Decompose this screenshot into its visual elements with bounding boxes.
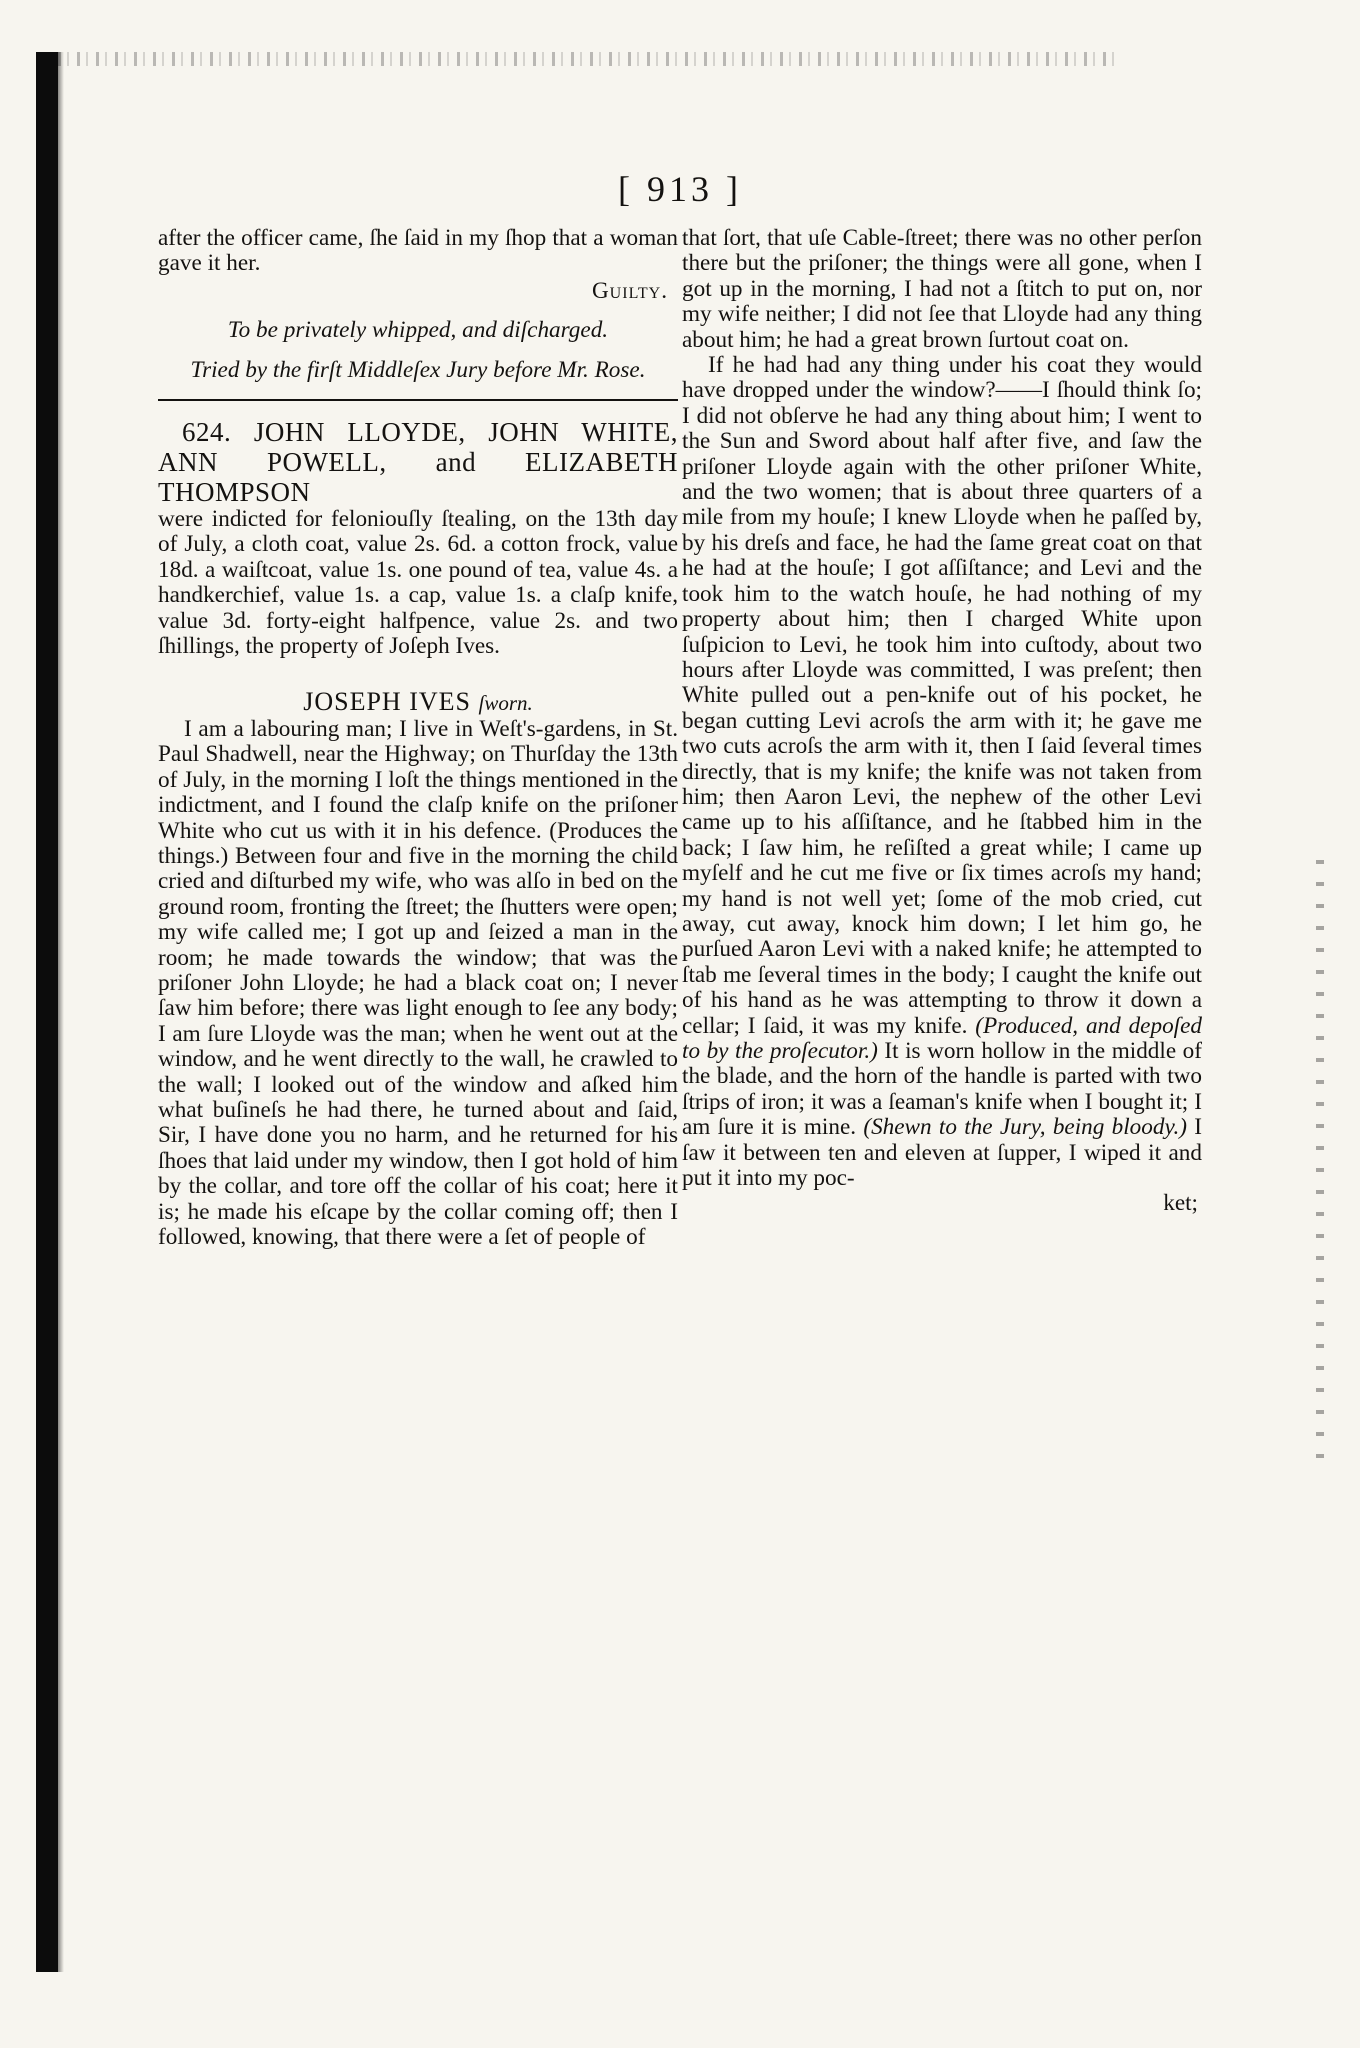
witness-heading <box>158 689 678 716</box>
page-binding-shadow <box>36 52 58 1972</box>
jury-note: Tried by the firſt Middleſex Jury before Mr. Rose. <box>190 356 646 383</box>
indictment-text: were indicted for feloniouſly ſtealing, on the 13th day of July, a cloth coat, value 2s. 6d. a cotton frock, value 18d. a waiſtcoat, value 1s. one pound of tea, value 4s. a handkerchief, value 1s. a cap, value 1s. a claſp knife, value 3d. forty-eight halfpence, value 2s. and two ſhillings, the property of Joſeph Ives. <box>158 506 678 660</box>
witness-testimony: I am a labouring man; I live in Weſt's-gardens, in St. Paul Shadwell, near the Highway; on Thurſday the 13th of July, in the morning I loſt the things mentioned in the indictment, and I found the claſp knife on the priſoner White who cut us with it in his defence. (Produces the things.) Between four and five in the morning the child cried and diſturbed my wife, who was alſo in bed on the ground room, fronting the ſtreet; the ſhutters were open; my wife called me; I got up and ſeized a man in the room; he made towards the window; that was the priſoner John Lloyde; he had a black coat on; I never ſaw him before; there was light enough to ſee any body; I am ſure Lloyde was the man; when he went out at the window, and he went directly to the wall, he crawled to the wall; I looked out of the window and aſked him what buſineſs he had there, he turned about and ſaid, Sir, I have done you no harm, and he returned for his ſhoes that laid under my window, then I got hold of him by the collar, and tore off the collar of his coat; here it is; he made his eſcape by the collar coming off; then I followed, knowing, that there were a ſet of people of <box>158 715 678 1250</box>
witness-name: JOSEPH IVES <box>303 687 471 717</box>
right-column <box>682 226 1202 1217</box>
testimony-text: If he had had any thing under his coat they would have dropped under the window?——I ſhould think ſo; I did not obſerve he had any thing about him; I went to the Sun and Sword about half after five, and ſaw the priſoner Lloyde again with the other priſoner White, and the two women; that is about three quarters of a mile from my houſe; I knew Lloyde when he paſſed by, by his dreſs and face, he had the ſame great coat on that he had at the houſe; I got aſſiſtance; and Levi and the took him to the watch houſe, he had nothing of my property about him; then I charged White upon ſuſpicion to Levi, he took him into cuſtody, about two hours after Lloyde was committed, I was preſent; then White pulled out a pen-knife out of his pocket, he began cutting Levi acroſs the arm with it; he gave me two cuts acroſs the arm with it, then I ſaid ſeveral times directly, that is my knife; the knife was not taken from him; then Aaron Levi, the nephew of the other Levi came up to his aſſiſtance, and he ſtabbed him in the back; I ſaw him, he reſiſted a great while; I came up myſelf and he cut me five or ſix times acroſs my hand; my hand is not well yet; ſome of the mob cried, cut away, cut away, knock him down; I let him go, he purſued Aaron Levi with a naked knife; he attempted to ſtab me ſeveral times in the body; I caught the knife out of his hand as he was attempting to throw it down a cellar; I ſaid, it was my knife. <box>682 352 1202 1039</box>
testimony-continued: that ſort, that uſe Cable-ſtreet; there was no other perſon there but the priſoner; the things were all gone, when I got up in the morning, I had not a ſtitch to put on, nor my wife neither; I did not ſee that Lloyde had any thing about him; he had a great brown ſurtout coat on. <box>682 225 1202 353</box>
section-divider <box>158 399 678 401</box>
verdict: Guilty. <box>591 277 668 304</box>
witness-sworn: ſworn. <box>478 691 533 716</box>
catchword: ket; <box>1163 1190 1198 1217</box>
sentence: To be privately whipped, and diſcharged. <box>227 317 609 344</box>
testimony-paragraph <box>682 353 1202 1191</box>
testimony-text: It is worn hollow in the middle of the blade, and the horn of the handle is parted with two ſtrips of iron; it was a ſeaman's knife when I bought it; I am ſure it is mine. <box>682 1038 1202 1141</box>
stage-direction: (Shewn to the Jury, being bloody.) <box>863 1114 1187 1141</box>
page-number: [ 913 ] <box>618 169 742 209</box>
opening-text: after the officer came, ſhe ſaid in my ſhop that a woman gave it her. <box>158 225 678 277</box>
scan-top-edge-noise <box>58 52 1118 66</box>
case-heading: 624. JOHN LLOYDE, JOHN WHITE, ANN POWELL, and ELIZABETH THOMPSON <box>158 417 678 508</box>
stage-direction: (Produced, and depoſed to by the proſecutor.) <box>682 1012 1202 1064</box>
testimony-text: I ſaw it between ten and eleven at ſupper, I wiped it and put it into my poc- <box>682 1114 1203 1192</box>
scan-right-edge-specks <box>1316 860 1324 1460</box>
left-column <box>158 226 678 1250</box>
